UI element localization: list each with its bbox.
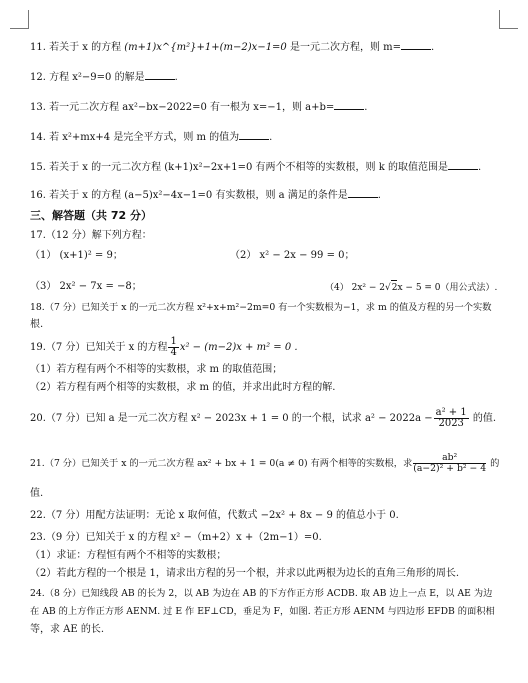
- question-12-text: 12. 方程 x²−9=0 的解是: [30, 72, 145, 83]
- question-14-text: 14. 若 x²+mx+4 是完全平方式，则 m 的值为: [30, 132, 240, 143]
- answer-blank: [401, 39, 431, 50]
- question-22: 22.（7 分）用配方法证明：无论 x 取何值，代数式 −2x² + 8x − 9 的值总小于 0.: [30, 510, 399, 521]
- question-15: [30, 159, 500, 175]
- question-19-equation: x² − (m−2)x + m² = 0 .: [179, 342, 298, 353]
- question-21: [30, 451, 500, 477]
- question-21-text: 21.（7 分）已知关于 x 的一元二次方程 ax² + bx + 1 = 0(a ≠ 0) 有两个相等的实数根，求: [30, 458, 413, 469]
- question-12: [30, 69, 500, 85]
- question-24-line-2: 在 AB 的上方作正方形 AENM. 过 E 作 EF⊥CD，垂足为 F，如图. 若正方形 AENM 与四边形 EFDB 的面积相: [30, 606, 495, 617]
- question-17-part-3: （3） 2x² − 7x = −8；: [30, 281, 142, 292]
- question-19-part-2: （2）若方程有两个相等的实数根，求 m 的值，并求出此时方程的解.: [30, 382, 336, 393]
- question-17-part-4-end: x − 5 = 0（用公式法）.: [397, 283, 498, 293]
- fraction-denominator: 4: [170, 347, 177, 358]
- fraction-denominator: (a−2)² + b² − 4: [413, 463, 487, 474]
- question-23-head: 23.（9 分）已知关于 x 的方程 x² −（m+2）x +（2m−1）=0.: [30, 532, 322, 543]
- answer-blank: [239, 129, 269, 140]
- question-21-tail: 的: [487, 458, 500, 469]
- fraction: [434, 408, 469, 429]
- question-11-equation: (m+1)x^{m²}+1+(m−2)x−1=0: [124, 42, 287, 53]
- answer-blank: [334, 99, 364, 110]
- question-18: 18.（7 分）已知关于 x 的一元二次方程 x²+x+m²−2m=0 有一个实数根为−1，求 m 的值及方程的另一个实数: [30, 302, 492, 313]
- question-11-end: .: [431, 42, 435, 53]
- question-14-end: .: [269, 132, 273, 143]
- question-14: [30, 129, 500, 145]
- section-heading: 三、解答题（共 72 分）: [30, 209, 152, 222]
- question-17-part-2: （2） x² − 2x − 99 = 0；: [230, 250, 355, 261]
- question-11: [30, 39, 500, 55]
- crop-mark-top-left-vertical: [28, 10, 29, 28]
- question-20-text: 20.（7 分）已知 a 是一元二次方程 x² − 2023x + 1 = 0 的一个根，试求 a² − 2022a −: [30, 413, 433, 424]
- question-19-part-1: （1）若方程有两个不相等的实数根，求 m 的取值范围；: [30, 364, 283, 375]
- answer-blank: [145, 69, 175, 80]
- question-11-suffix: 是一元二次方程，则 m=: [286, 42, 402, 53]
- fraction-numerator: 1: [170, 336, 177, 347]
- question-16-text: 16. 若关于 x 的方程 (a−5)x²−4x−1=0 有实数根，则 a 满足的条件是: [30, 190, 348, 201]
- question-23-part-2: （2）若此方程的一个根是 1，请求出方程的另一个根，并求以此两根为边长的直角三角形的周长.: [30, 568, 460, 579]
- question-21-continued: 值.: [30, 488, 44, 499]
- fraction-numerator: ab²: [413, 453, 486, 464]
- question-17-head: 17.（12 分）解下列方程：: [30, 230, 152, 241]
- answer-blank: [448, 159, 478, 170]
- question-16: [30, 187, 500, 203]
- fraction: [168, 337, 178, 358]
- question-20: [30, 407, 500, 431]
- question-15-end: .: [477, 162, 482, 173]
- question-17-part-4: （4） 2x² − 2√2x − 5 = 0（用公式法）.: [325, 280, 500, 295]
- question-23-part-1: （1）求证：方程恒有两个不相等的实数根；: [30, 550, 227, 561]
- question-18-continued: 根.: [30, 319, 44, 330]
- question-20-tail: 的值.: [469, 413, 497, 424]
- crop-mark-top-right-vertical: [499, 10, 500, 28]
- question-24-line-3: 等，求 AE 的长.: [30, 624, 105, 635]
- question-11-prefix: 11. 若关于 x 的方程: [30, 42, 125, 53]
- question-13-end: .: [364, 102, 368, 113]
- answer-blank: [348, 187, 378, 198]
- question-13-text: 13. 若一元二次方程 ax²−bx−2022=0 有一根为 x=−1，则 a+b=: [30, 102, 335, 113]
- question-15-text: 15. 若关于 x 的一元二次方程 (k+1)x²−2x+1=0 有两个不相等的实数根，则 k 的取值范围是: [30, 162, 448, 173]
- sqrt-radicand: 2: [391, 280, 398, 295]
- fraction-denominator: 2023: [438, 418, 464, 429]
- question-19-text: 19.（7 分）已知关于 x 的方程: [30, 342, 168, 353]
- question-24-line-1: 24.（8 分）已知线段 AB 的长为 2，以 AB 为边在 AB 的下方作正方形 ACDB. 取 AB 边上一点 E，以 AE 为边: [30, 588, 493, 599]
- question-17-part-4-start: （4） 2x² − 2: [325, 283, 385, 293]
- question-16-end: .: [377, 190, 381, 201]
- crop-mark-top-left-horizontal: [10, 28, 29, 29]
- question-13: [30, 99, 500, 115]
- crop-mark-top-right-horizontal: [499, 28, 518, 29]
- question-12-end: .: [174, 72, 178, 83]
- question-17-part-1: （1） (x+1)² = 9；: [30, 250, 123, 261]
- question-19-head: [30, 337, 500, 359]
- fraction-numerator: a² + 1: [435, 407, 467, 418]
- fraction: [413, 453, 486, 474]
